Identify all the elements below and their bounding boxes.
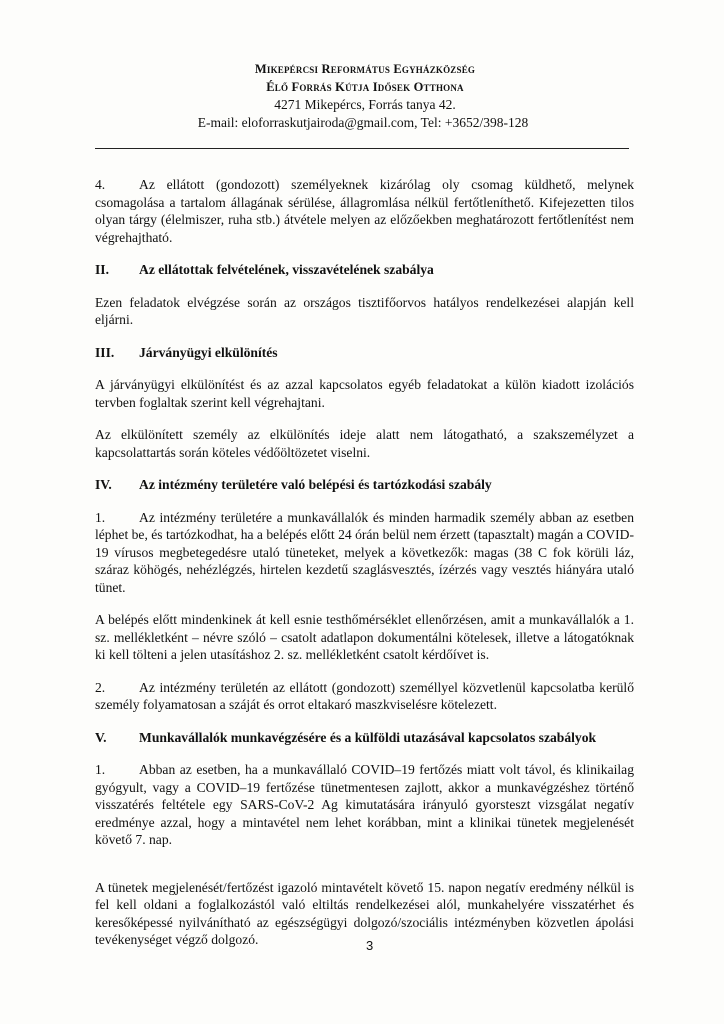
section-heading-v — [95, 729, 634, 747]
paragraph-number: 1. — [95, 509, 106, 525]
paragraph-number: 1. — [95, 762, 106, 777]
section-heading-ii — [95, 261, 634, 279]
address: 4271 Mikepércs, Forrás tanya 42. — [274, 97, 456, 112]
page-number: 3 — [366, 938, 374, 953]
paragraph-text: Az ellátott (gondozott) személyeknek kizárólag oly csomag küldhető, melynek csomagolása a tartalom állagának sérülése, állagromlása nélkül fertőtleníthető. Kifejezetten tilos olyan tárgy (élelmiszer, ruha stb.) átvétele melyen az előzőekben meghatározott fertőtlenítést nem végrehajtható. — [95, 177, 634, 245]
paragraph-text: Az intézmény területére a munkavállalók és minden harmadik személy abban az esetben léphet be, és tartózkodhat, ha a belépés előtt 24 órán belül nem érzett (tapasztalt) magán a COVID-19 vírusos megbetegedésre utaló tüneteket, melyek a következők: magas (38 C fok körüli láz, száraz köhögés, nehézlégzés, hirtelen kezdetű szaglásvesztés, ízérzés vagy vesztés hiányára utaló tünet. — [95, 509, 635, 595]
section-number: V. — [95, 729, 107, 745]
paragraph-number: 2. — [95, 679, 106, 695]
section-title: Munkavállalók munkavégzésére és a külföldi utazásával kapcsolatos szabályok — [139, 729, 597, 745]
letterhead — [180, 60, 550, 132]
section-heading-iv — [95, 476, 634, 494]
paragraph: A járványügyi elkülönítést és az azzal kapcsolatos egyéb feladatokat a külön kiadott izolációs tervben foglaltak szerint kell végrehajtani. — [95, 377, 634, 410]
organization-name: Mikepércsi Református Egyházközség — [254, 62, 476, 76]
institution-name: Élő Forrás Kútja Idősek Otthona — [266, 80, 464, 94]
section-title: Az intézmény területére való belépési és tartózkodási szabály — [139, 477, 492, 492]
numbered-paragraph — [95, 679, 634, 714]
section-number: II. — [95, 262, 109, 277]
paragraph: A tünetek megjelenését/fertőzést igazoló mintavételt követő 15. napon negatív eredmény nélkül is fel kell oldani a foglalkozástól való eltiltás rendelkezései alól, munkahelyére visszatérhet és keresőképessé nyilvánítható az egészségügyi dolgozó/szociális intézményben közvetlen ápolási tevékenységet végző dolgozó. — [95, 879, 634, 947]
paragraph: Az elkülönített személy az elkülönítés ideje alatt nem látogatható, a szakszemélyzet a kapcsolattartás során köteles védőöltözetet viselni. — [95, 427, 634, 460]
section-title: Járványügyi elkülönítés — [139, 344, 278, 360]
paragraph-number: 4. — [95, 177, 106, 192]
paragraph-text: Abban az esetben, ha a munkavállaló COVID–19 fertőzés miatt volt távol, és klinikailag gyógyult, vagy a COVID–19 fertőzése tünetmentesen zajlott, akkor a munkavégzéshez történő visszatérés feltétele egy SARS-CoV-2 Ag kimutatására irányuló gyorsteszt vizsgálat negatív eredménye azzal, hogy a mintavétel nem lehet korábban, mint a klinikai tünetek megjelenését követő 7. nap. — [95, 762, 634, 847]
section-title: Az ellátottak felvételének, visszavételének szabálya — [139, 262, 434, 277]
section-heading-iii — [95, 344, 634, 362]
contact-info: E-mail: eloforraskutjairoda@gmail.com, Tel: +3652/398-128 — [197, 115, 529, 130]
paragraph-text: Az intézmény területén az ellátott (gondozott) személlyel közvetlenül kapcsolatba kerülő személy folyamatosan a száját és orrot eltakaró maszkviselésre kötelezett. — [95, 679, 634, 712]
header-divider — [95, 148, 629, 149]
numbered-paragraph — [95, 761, 634, 849]
section-number: IV. — [95, 477, 112, 492]
paragraph-4 — [95, 176, 634, 246]
section-number: III. — [95, 344, 115, 360]
numbered-paragraph — [95, 509, 634, 597]
paragraph: Ezen feladatok elvégzése során az országos tisztifőorvos hatályos rendelkezései alapján kell eljárni. — [95, 294, 634, 327]
paragraph: A belépés előtt mindenkinek át kell esnie testhőmérséklet ellenőrzésen, amit a munkavállalók a 1. sz. mellékletként – névre szóló – csatolt adatlapon dokumentálni kötelesek, illetve a látogatóknak ki kell tölteni a jelen utasításhoz 2. sz. mellékletként csatolt kérdőívet is. — [95, 612, 634, 662]
document-body — [95, 176, 634, 949]
